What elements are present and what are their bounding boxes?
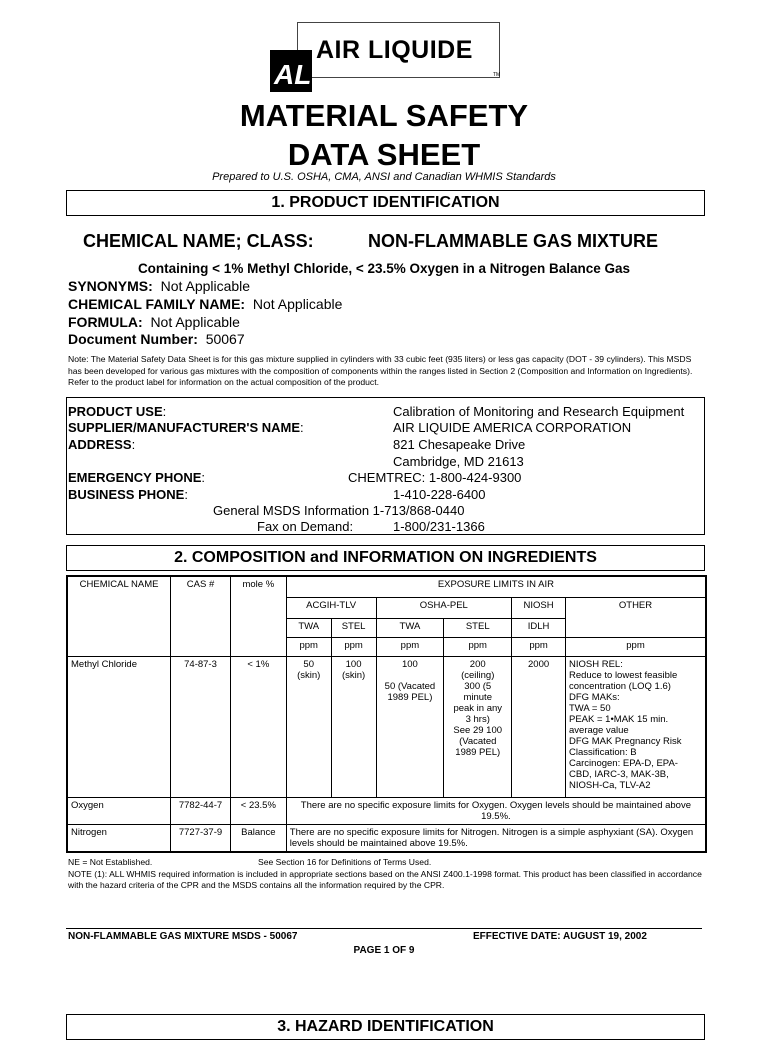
- address-line-1: 821 Chesapeake Drive: [393, 437, 526, 452]
- header-cas: CAS #: [171, 576, 231, 657]
- page-title-line2: DATA SHEET: [287, 137, 481, 172]
- header-osha-pel: OSHA-PEL: [376, 598, 512, 619]
- header-other: OTHER: [566, 598, 707, 638]
- document-number-value: 50067: [205, 331, 245, 347]
- row3-cas: 7727-37-9: [171, 825, 231, 853]
- table-header-row: [67, 576, 706, 598]
- row3-exposure-text: There are no specific exposure limits for Nitrogen. Nitrogen is a simple asphyxiant (SA). Oxygen levels should be maintained above 19.5%.: [286, 825, 706, 853]
- msds-note: Note: The Material Safety Data Sheet is for this gas mixture supplied in cylinders with 33 cubic feet (935 liters) or less gas capacity (DOT - 39 cylinders). This MSDS has been developed for various gas mixtures with the composition of components within the ranges listed in Section 2 (Composition and Information on Ingredients). Refer to the product label for information on the actual composition of the product.: [68, 354, 693, 387]
- row1-other: NIOSH REL: Reduce to lowest feasible concentration (LOQ 1.6) DFG MAKs: TWA = 50 PEAK = 1•MAK 15 min. average value DFG MAK Pregnancy Risk Classification: B Carcinogen: EPA-D, EPA- CBD, IARC-3, MAK-3B, NIOSH-Ca, TLV-A2: [566, 657, 707, 798]
- section16-footnote: See Section 16 for Definitions of Terms Used.: [258, 857, 432, 867]
- unit-ppm: ppm: [376, 638, 444, 657]
- header-exposure-limits: EXPOSURE LIMITS IN AIR: [286, 576, 706, 598]
- emergency-phone-label: EMERGENCY PHONE:: [68, 470, 206, 485]
- row1-cas: 74-87-3: [171, 657, 231, 798]
- unit-ppm: ppm: [444, 638, 512, 657]
- general-msds-info: General MSDS Information 1-713/868-0440: [213, 503, 465, 518]
- header-osha-stel: STEL: [444, 619, 512, 638]
- header-acgih-stel: STEL: [331, 619, 376, 638]
- logo-text: AIR LIQUIDE: [316, 36, 473, 64]
- section-1-header: 1. PRODUCT IDENTIFICATION: [66, 190, 705, 216]
- table-row: [67, 657, 706, 798]
- whmis-note: NOTE (1): ALL WHMIS required information is included in appropriate sections based on the ANSI Z400.1-1998 format. This product has been classified in accordance with the hazard criteria of the CPR and the MSDS contains all the information required by the CPR.: [68, 869, 702, 890]
- row1-acgih-stel: 100 (skin): [331, 657, 376, 798]
- footer-rule: [66, 928, 702, 929]
- chemical-family-label: CHEMICAL FAMILY NAME:: [68, 296, 246, 312]
- air-liquide-logo-icon: [270, 50, 312, 92]
- synonyms-label: SYNONYMS:: [68, 278, 153, 294]
- table-row: [67, 825, 706, 853]
- ne-footnote: NE = Not Established.: [68, 857, 153, 867]
- header-acgih-tlv: ACGIH-TLV: [286, 598, 376, 619]
- formula-value: Not Applicable: [150, 314, 240, 330]
- row3-mole: Balance: [230, 825, 286, 853]
- svg-text:AL: AL: [274, 59, 312, 90]
- chemical-name-label: CHEMICAL NAME; CLASS:: [83, 231, 314, 251]
- supplier-info-box: [66, 397, 705, 535]
- row2-mole: < 23.5%: [230, 798, 286, 825]
- address-line-2: Cambridge, MD 21613: [393, 454, 524, 469]
- header-acgih-twa: TWA: [286, 619, 331, 638]
- containing-statement: Containing < 1% Methyl Chloride, < 23.5% Oxygen in a Nitrogen Balance Gas: [137, 261, 631, 276]
- formula-label: FORMULA:: [68, 314, 143, 330]
- row1-osha-stel: 200 (ceiling) 300 (5 minute peak in any 3 hrs) See 29 100 (Vacated 1989 PEL): [444, 657, 512, 798]
- synonyms-field: [68, 278, 250, 294]
- section-3-header: 3. HAZARD IDENTIFICATION: [66, 1014, 705, 1040]
- unit-ppm: ppm: [566, 638, 707, 657]
- row1-osha-twa: 100 50 (Vacated 1989 PEL): [376, 657, 444, 798]
- header-niosh: NIOSH: [512, 598, 566, 619]
- fax-value: 1-800/231-1366: [393, 519, 485, 534]
- row2-cas: 7782-44-7: [171, 798, 231, 825]
- business-phone-label: BUSINESS PHONE:: [68, 487, 188, 502]
- unit-ppm: ppm: [331, 638, 376, 657]
- address-label: ADDRESS:: [68, 437, 136, 452]
- row2-exposure-text: There are no specific exposure limits for Oxygen. Oxygen levels should be maintained above 19.5%.: [286, 798, 706, 825]
- document-number-label: Document Number:: [68, 331, 198, 347]
- business-phone-value: 1-410-228-6400: [393, 487, 486, 502]
- footer-doc-id: NON-FLAMMABLE GAS MIXTURE MSDS - 50067: [68, 931, 298, 942]
- chemical-family-field: [68, 296, 342, 312]
- composition-table: [66, 575, 707, 853]
- header-osha-twa: TWA: [376, 619, 444, 638]
- emergency-phone-value: CHEMTREC: 1-800-424-9300: [348, 470, 522, 485]
- supplier-value: AIR LIQUIDE AMERICA CORPORATION: [393, 420, 632, 435]
- footer-page-number: PAGE 1 OF 9: [353, 945, 415, 956]
- trademark: TM: [493, 72, 501, 78]
- formula-field: [68, 314, 240, 330]
- row2-chemical-name: Oxygen: [67, 798, 171, 825]
- document-number-field: [68, 331, 245, 347]
- footer-effective-date: EFFECTIVE DATE: AUGUST 19, 2002: [473, 931, 647, 942]
- row1-acgih-twa: 50 (skin): [286, 657, 331, 798]
- header-mole: mole %: [230, 576, 286, 657]
- product-use-label: PRODUCT USE:: [68, 404, 167, 419]
- unit-ppm: ppm: [286, 638, 331, 657]
- prepared-note: Prepared to U.S. OSHA, CMA, ANSI and Canadian WHMIS Standards: [212, 171, 556, 183]
- row1-niosh-idlh: 2000: [512, 657, 566, 798]
- header-idlh: IDLH: [512, 619, 566, 638]
- page-title-line1: MATERIAL SAFETY: [239, 98, 529, 133]
- chemical-family-value: Not Applicable: [252, 296, 343, 312]
- row3-chemical-name: Nitrogen: [67, 825, 171, 853]
- product-use-value: Calibration of Monitoring and Research Equipment: [393, 404, 685, 419]
- synonyms-value: Not Applicable: [160, 278, 251, 294]
- table-row: [67, 798, 706, 825]
- row1-mole: < 1%: [230, 657, 286, 798]
- header-chemical-name: CHEMICAL NAME: [67, 576, 171, 657]
- section-2-header: 2. COMPOSITION and INFORMATION ON INGREDIENTS: [66, 545, 705, 571]
- supplier-label: SUPPLIER/MANUFACTURER'S NAME:: [68, 420, 304, 435]
- row1-chemical-name: Methyl Chloride: [67, 657, 171, 798]
- chemical-class-value: NON-FLAMMABLE GAS MIXTURE: [368, 231, 658, 251]
- fax-label: Fax on Demand:: [257, 519, 354, 534]
- unit-ppm: ppm: [512, 638, 566, 657]
